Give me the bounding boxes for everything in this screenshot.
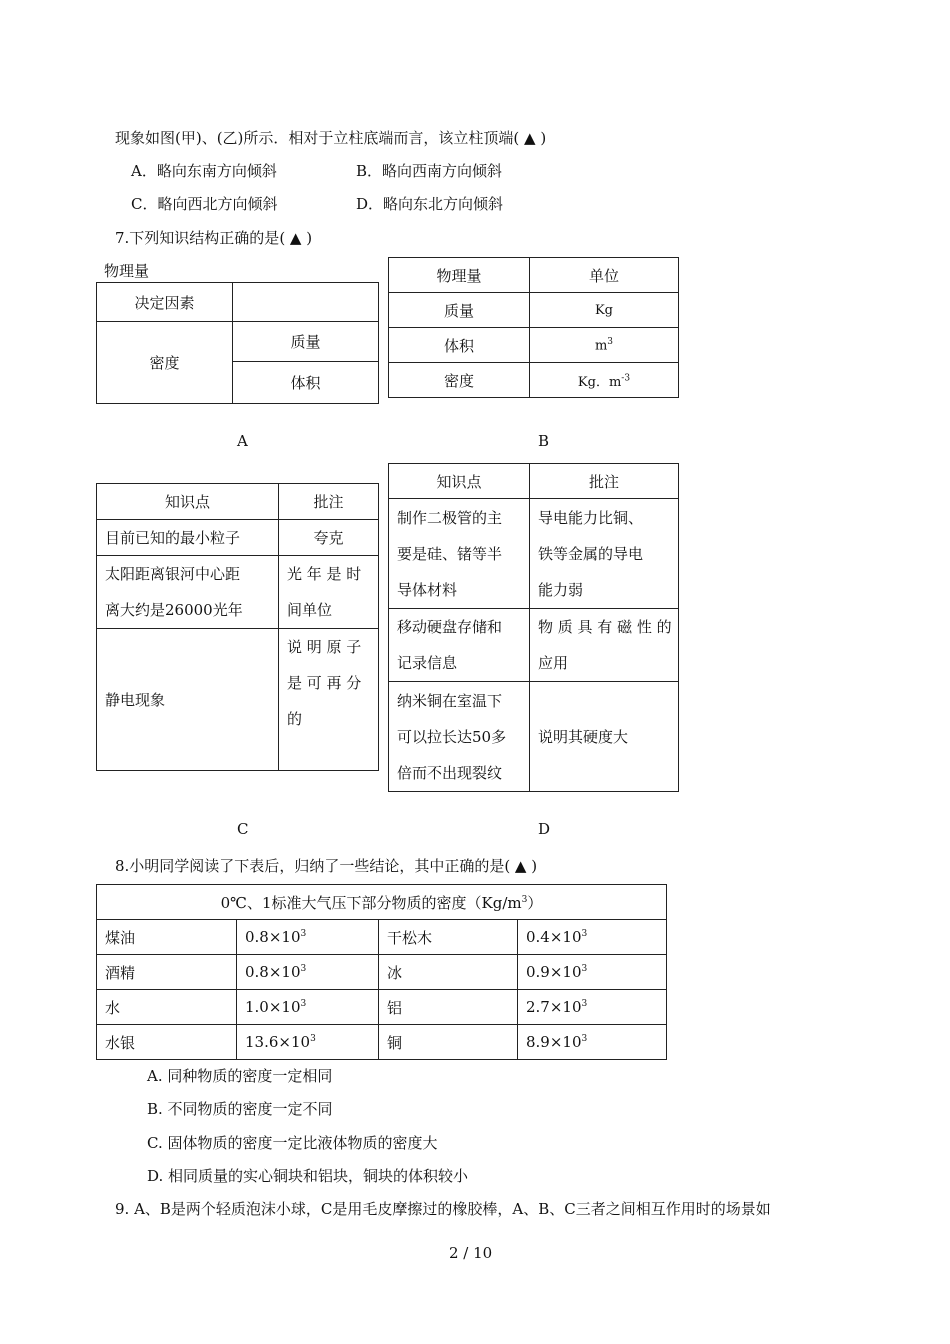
density-table <box>96 884 667 1060</box>
substance-name: 水银 <box>97 1025 237 1060</box>
table-b-label: B <box>538 432 550 450</box>
substance-name: 铜 <box>379 1025 518 1060</box>
table-a-factor-cell: 决定因素 <box>97 283 233 322</box>
q6-option-c: C．略向西北方向倾斜 <box>131 195 278 213</box>
table-a <box>96 282 379 404</box>
table-a-label: A <box>237 432 248 450</box>
density-value: $0.9\times 10^3$ <box>518 955 667 990</box>
density-value: $13.6\times 10^3$ <box>237 1025 379 1060</box>
q6-option-a: A．略向东南方向倾斜 <box>131 162 277 180</box>
density-value: $0.4\times 10^3$ <box>518 920 667 955</box>
table-d-label: D <box>538 820 551 838</box>
table-c-r1-note: 夸克 <box>279 520 379 556</box>
table-b-density-unit: Kg．$m^{-3}$ <box>530 363 679 398</box>
q8-option-c: C. 固体物质的密度一定比液体物质的密度大 <box>147 1134 438 1152</box>
table-row <box>97 990 667 1025</box>
table-c-r2-knowledge: 太阳距离银河中心距 离大约是26000光年 <box>97 556 279 629</box>
table-b-density: 密度 <box>389 363 530 398</box>
table-row <box>97 955 667 990</box>
table-b-volume-unit: $m^3$ <box>530 328 679 363</box>
q7-stem: 7.下列知识结构正确的是( ▲ ) <box>115 229 313 247</box>
q8-option-d: D. 相同质量的实心铜块和铝块，铜块的体积较小 <box>147 1167 469 1185</box>
q6-option-d: D．略向东北方向倾斜 <box>356 195 504 213</box>
table-c-r3-note: 说 明 原 子 是 可 再 分 的 <box>279 629 379 771</box>
table-c-r1-knowledge: 目前已知的最小粒子 <box>97 520 279 556</box>
table-c-label: C <box>237 820 249 838</box>
table-d-header-note: 批注 <box>530 464 679 499</box>
page-number: 2 / 10 <box>449 1244 493 1262</box>
table-b-mass: 质量 <box>389 293 530 328</box>
substance-name: 干松木 <box>379 920 518 955</box>
density-value: $2.7\times 10^3$ <box>518 990 667 1025</box>
table-b <box>388 257 679 398</box>
substance-name: 水 <box>97 990 237 1025</box>
table-c <box>96 483 379 771</box>
table-c-r2-note: 光 年 是 时 间单位 <box>279 556 379 629</box>
table-b-volume: 体积 <box>389 328 530 363</box>
q8-option-b: B. 不同物质的密度一定不同 <box>147 1100 333 1118</box>
substance-name: 铝 <box>379 990 518 1025</box>
substance-name: 冰 <box>379 955 518 990</box>
table-b-mass-unit: Kg <box>530 293 679 328</box>
table-d-r2-knowledge: 移动硬盘存储和 记录信息 <box>389 609 530 682</box>
table-d-r1-knowledge: 制作二极管的主 要是硅、锗等半 导体材料 <box>389 499 530 609</box>
density-value: $1.0\times 10^3$ <box>237 990 379 1025</box>
density-value: $0.8\times 10^3$ <box>237 920 379 955</box>
table-c-r3-knowledge: 静电现象 <box>97 629 279 771</box>
table-a-empty-cell <box>233 283 379 322</box>
density-value: $0.8\times 10^3$ <box>237 955 379 990</box>
q8-stem: 8.小明同学阅读了下表后，归纳了一些结论，其中正确的是( ▲ ) <box>115 857 538 875</box>
table-d-r3-knowledge: 纳米铜在室温下 可以拉长达50多 倍而不出现裂纹 <box>389 682 530 792</box>
table-d-r2-note: 物 质 具 有 磁 性 的 应用 <box>530 609 679 682</box>
table-b-header-unit: 单位 <box>530 258 679 293</box>
table-d-r3-note: 说明其硬度大 <box>530 682 679 792</box>
density-value: $8.9\times 10^3$ <box>518 1025 667 1060</box>
q6-stem-line: 现象如图(甲)、(乙)所示．相对于立柱底端而言，该立柱顶端( ▲ ) <box>115 129 547 147</box>
table-a-mass-cell: 质量 <box>233 322 379 362</box>
table-b-header-quantity: 物理量 <box>389 258 530 293</box>
table-d-header-knowledge: 知识点 <box>389 464 530 499</box>
table-a-top-label: 物理量 <box>104 262 150 280</box>
q9-stem: 9. A、B是两个轻质泡沫小球，C是用毛皮摩擦过的橡胶棒，A、B、C三者之间相互作用时的场景如 <box>115 1200 771 1218</box>
table-a-density-cell: 密度 <box>97 322 233 404</box>
substance-name: 酒精 <box>97 955 237 990</box>
density-table-title: 0℃、1标准大气压下部分物质的密度$(Kg/m^3)$ <box>97 885 667 920</box>
table-c-header-note: 批注 <box>279 484 379 520</box>
substance-name: 煤油 <box>97 920 237 955</box>
table-d-r1-note: 导电能力比铜、 铁等金属的导电 能力弱 <box>530 499 679 609</box>
table-c-header-knowledge: 知识点 <box>97 484 279 520</box>
q6-option-b: B．略向西南方向倾斜 <box>356 162 503 180</box>
table-row <box>97 920 667 955</box>
table-row <box>97 1025 667 1060</box>
table-d <box>388 463 679 792</box>
table-a-volume-cell: 体积 <box>233 362 379 404</box>
q8-option-a: A. 同种物质的密度一定相同 <box>147 1067 333 1085</box>
